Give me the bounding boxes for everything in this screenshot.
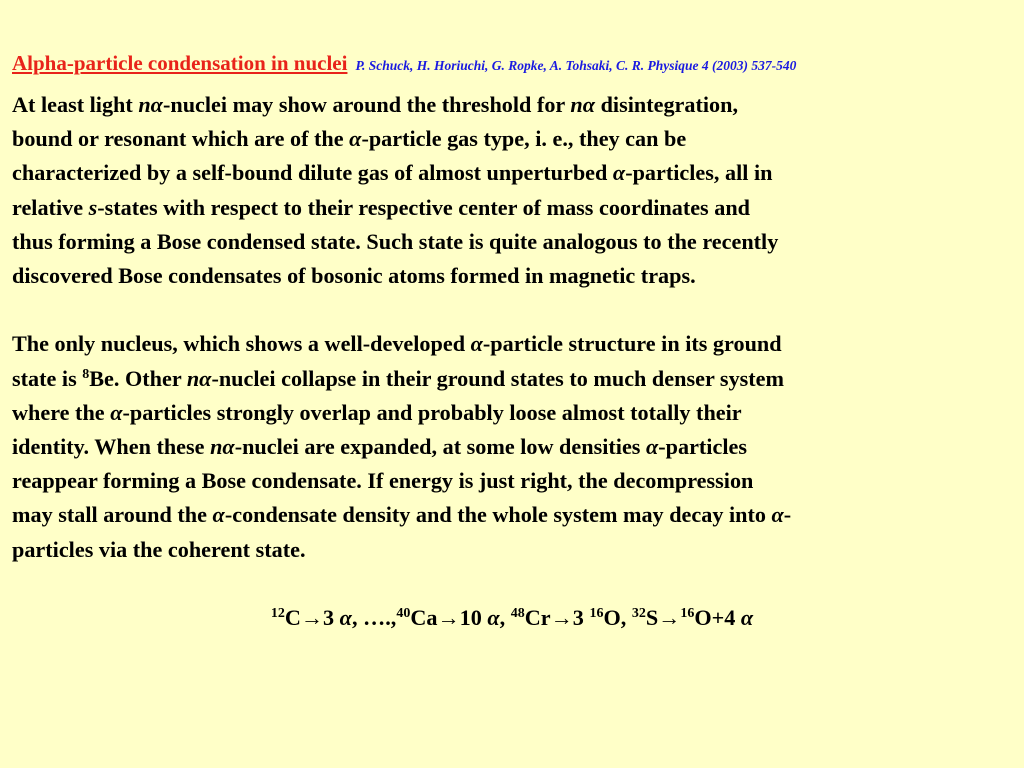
text: C→3	[284, 604, 340, 630]
text: where the	[12, 399, 111, 425]
paragraph-2-line-4	[12, 430, 1012, 464]
alpha-symbol: α	[771, 502, 784, 528]
text: identity. When these	[12, 434, 211, 460]
text: may stall around the	[12, 502, 213, 528]
text: state is	[12, 365, 83, 391]
text: O+4	[694, 604, 741, 630]
text: , ….,	[351, 604, 397, 630]
text: Ca→10	[410, 604, 488, 630]
mass-number: 32	[631, 605, 646, 621]
mass-number: 8	[82, 366, 90, 382]
paragraph-1-line-1	[12, 88, 1012, 122]
alpha-symbol: α	[740, 604, 754, 630]
alpha-symbol: α	[470, 331, 483, 357]
text: At least light	[12, 92, 139, 117]
text: -states with respect to their respective center of mass coordinates and	[97, 194, 751, 220]
alpha-symbol: α	[645, 434, 659, 460]
citation: P. Schuck, H. Horiuchi, G. Ropke, A. Tohsaki, C. R. Physique 4 (2003) 537-540	[355, 58, 797, 73]
text: S→	[645, 604, 681, 630]
text: -particles strongly overlap and probably loose almost totally their	[122, 399, 742, 425]
text: -particle gas type, i. e., they can be	[361, 126, 687, 152]
n-alpha-symbol: nα	[570, 92, 596, 117]
text: -nuclei collapse in their ground states to much denser system	[211, 365, 785, 391]
text: -nuclei are expanded, at some low densities	[234, 434, 646, 460]
text: -particles	[658, 434, 747, 460]
text: Be. Other	[89, 365, 187, 391]
paragraph-2-line-6	[12, 498, 1012, 532]
text: -condensate density and the whole system may decay into	[224, 502, 772, 528]
n-alpha-symbol: nα	[186, 365, 212, 391]
text: bound or resonant which are of the	[12, 126, 350, 152]
alpha-symbol: α	[612, 160, 626, 186]
paragraph-1-line-6: discovered Bose condensates of bosonic atoms formed in magnetic traps.	[12, 263, 696, 289]
n-alpha-symbol: nα	[138, 92, 163, 117]
paragraph-1-line-5: thus forming a Bose condensed state. Such state is quite analogous to the recently	[12, 228, 779, 254]
header	[12, 48, 1012, 78]
mass-number: 16	[680, 605, 695, 621]
mass-number: 12	[270, 605, 285, 621]
text: -	[783, 502, 792, 528]
alpha-symbol: α	[349, 126, 362, 152]
alpha-symbol: α	[339, 604, 352, 630]
paragraph-2-line-7: particles via the coherent state.	[12, 536, 306, 562]
slide	[12, 48, 1012, 635]
text: The only nucleus, which shows a well-developed	[12, 331, 471, 357]
alpha-symbol: α	[212, 502, 225, 528]
text: Cr→3	[524, 604, 590, 630]
text: disintegration,	[595, 92, 739, 117]
text: characterized by a self-bound dilute gas of almost unperturbed	[12, 160, 613, 186]
paragraph-2-line-2	[12, 362, 1012, 396]
mass-number: 40	[396, 605, 411, 621]
paragraph-2-line-3	[12, 396, 1012, 430]
paragraph-2-line-5: reappear forming a Bose condensate. If energy is just right, the decompression	[12, 468, 754, 494]
text: O,	[603, 604, 632, 630]
n-alpha-symbol: nα	[210, 434, 235, 460]
alpha-symbol: α	[110, 399, 123, 425]
paragraph-1-line-4	[12, 191, 1012, 225]
s-symbol: s	[88, 194, 98, 220]
alpha-symbol: α	[487, 604, 500, 630]
paragraph-1-line-2	[12, 122, 1012, 156]
reaction-equations	[12, 601, 1012, 635]
title-link[interactable]: Alpha-particle condensation in nuclei	[12, 51, 348, 75]
text: ,	[499, 604, 511, 630]
paragraph-2	[12, 327, 1012, 566]
paragraph-1	[12, 88, 1012, 293]
paragraph-1-line-3	[12, 156, 1012, 190]
paragraph-2-line-1	[12, 327, 1012, 361]
text: -particles, all in	[625, 160, 773, 186]
mass-number: 48	[510, 605, 525, 621]
text: -particle structure in its ground	[482, 331, 782, 357]
text: -nuclei may show around the threshold for	[162, 92, 571, 117]
text: relative	[12, 194, 89, 220]
mass-number: 16	[589, 605, 604, 621]
